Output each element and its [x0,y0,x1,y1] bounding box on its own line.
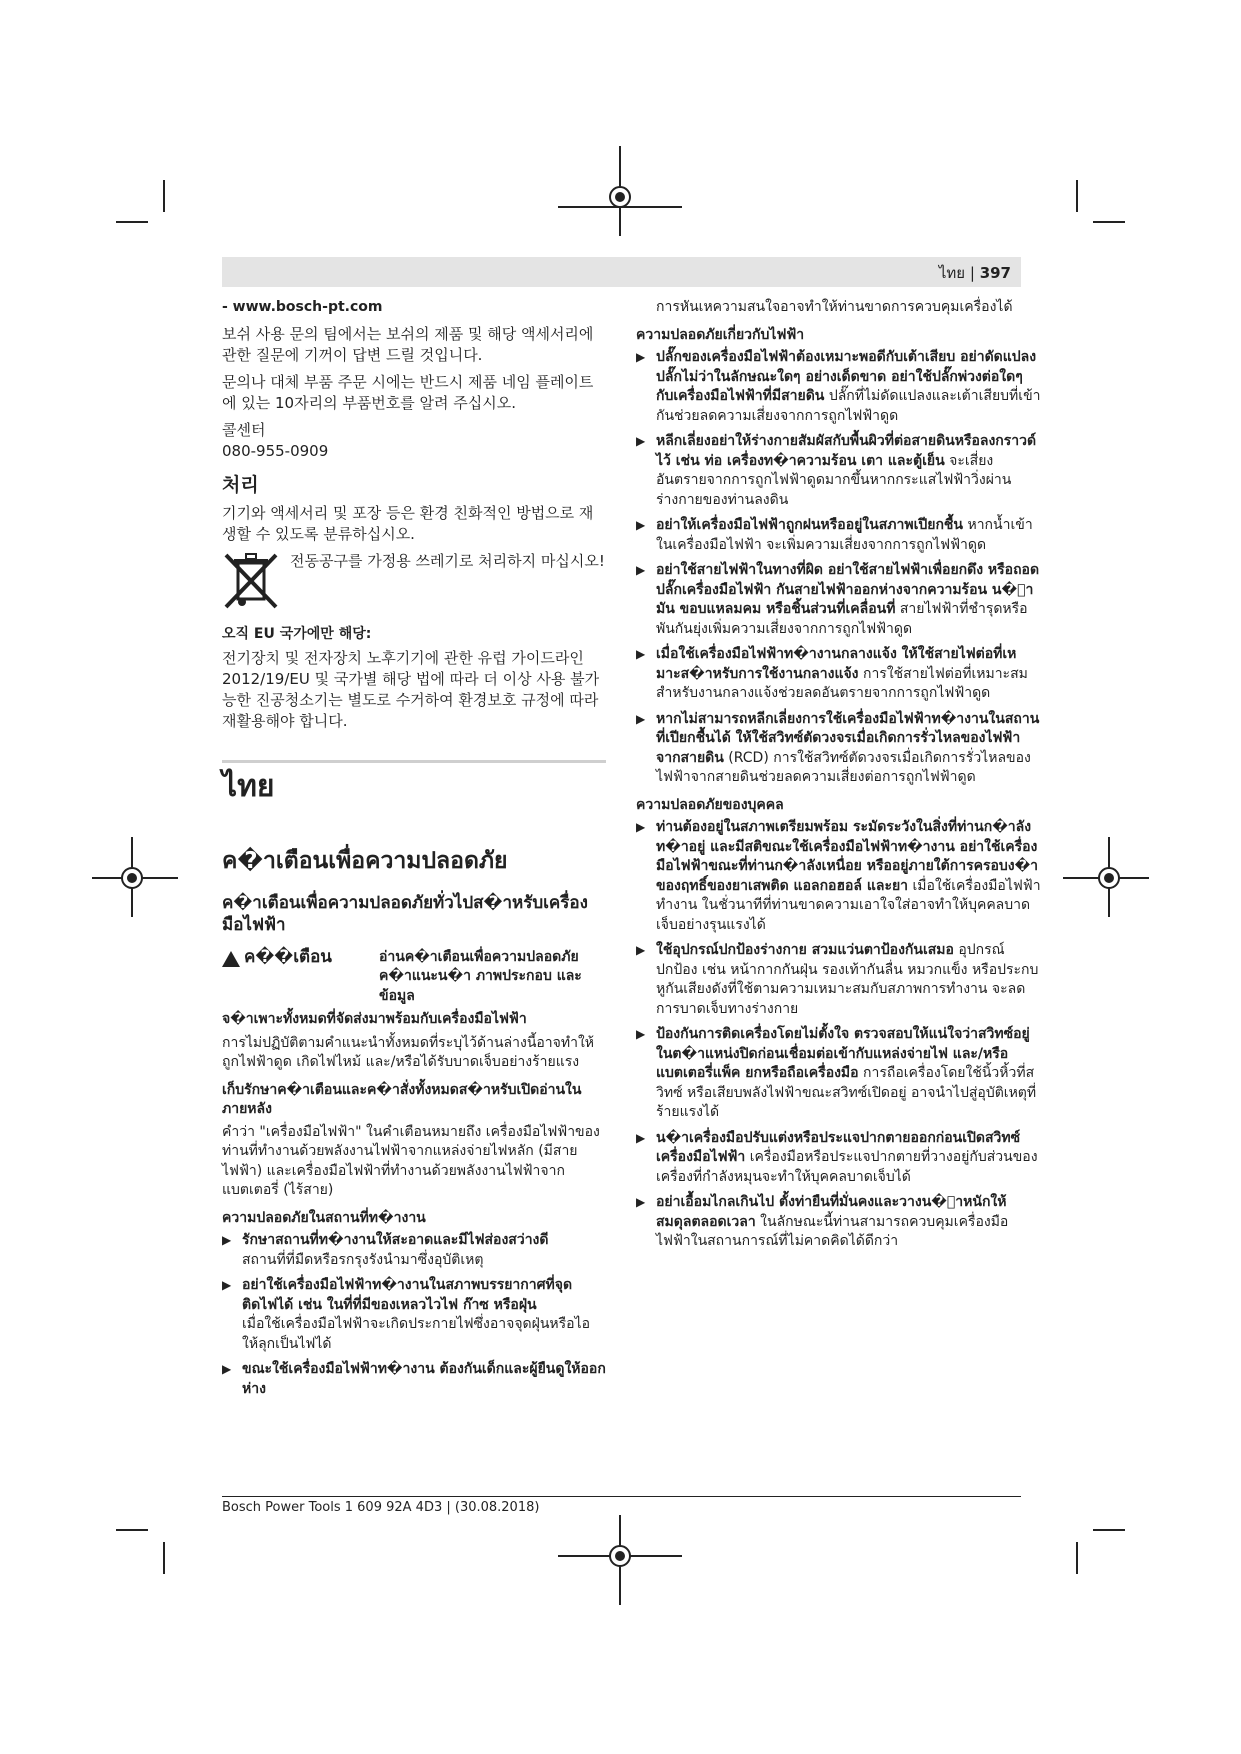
bullet-arrow-icon: ▶ [636,434,646,448]
left-column [222,298,606,1405]
registration-mark-icon [609,1545,631,1567]
crop-mark [116,221,148,223]
url-line: - www.bosch-pt.com [222,299,383,315]
electrical-safety-title: ความปลอดภัยเกี่ยวกับไฟฟ้า [636,326,805,343]
footer-rule [222,1496,1021,1497]
safety-title: ค�าเตือนเพื่อความปลอดภัย [222,848,508,874]
footer-text: Bosch Power Tools 1 609 92A 4D3 | (30.08.2018) [222,1500,540,1515]
section-divider [222,760,606,763]
registration-mark-icon [1098,867,1120,889]
list-item: ▶ ป้องกันการติดเครื่องโดยไม่ตั้งใจ ตรวจสอบให้แน่ใจว่าสวิทซ์อยู่ในต�าแหน่งปิดก่อนเชื่อมต่อเข้ากับแหล่งจ่ายไฟ และ/หรือแบตเตอรี่แพ็ค ยกหรือถือเครื่องมือ การถือเครื่องโดยใช้นิ้วหิ้วที่สวิทซ์ หรือเสียบพลังไฟฟ้าขณะสวิทซ์เปิดอยู่ อาจนำไปสู่อุบัติเหตุที่ร้ายแรงได้ [636,1025,1041,1123]
bullet-arrow-icon: ▶ [636,943,646,957]
list-item: ▶ ปลั๊กของเครื่องมือไฟฟ้าต้องเหมาะพอดีกับเต้าเสียบ อย่าดัดแปลงปลั๊กไม่ว่าในลักษณะใดๆ อย่างเด็ดขาด อย่าใช้ปลั๊กพ่วงต่อใดๆ กับเครื่องมือไฟฟ้าที่มีสายดิน ปลั๊กที่ไม่ดัดแปลงและเต้าเสียบที่เข้ากันช่วยลดความเสี่ยงจากการถูกไฟฟ้าดูด [636,348,1041,426]
list-item: ▶ เมื่อใช้เครื่องมือไฟฟ้าท�างานกลางแจ้ง ให้ใช้สายไฟต่อที่เหมาะส�าหรับการใช้งานกลางแจ้ง การใช้สายไฟต่อที่เหมาะสมสำหรับงานกลางแจ้งช่วยลดอันตรายจากการถูกไฟฟ้าดูด [636,645,1041,704]
kr-paragraph: 보쉬 사용 문의 팀에서는 보쉬의 제품 및 해당 액세서리에 관한 질문에 기꺼이 답변 드릴 것입니다. [222,324,594,364]
bullet-arrow-icon: ▶ [636,1027,646,1041]
list-item: ▶ น�าเครื่องมือปรับแต่งหรือประแจปากตายออกก่อนเปิดสวิทซ์เครื่องมือไฟฟ้า เครื่องมือหรือประแจปากตายที่วางอยู่กับส่วนของเครื่องที่กำลังหมุนจะทำให้บุคคลบาดเจ็บได้ [636,1129,1041,1188]
bullet-arrow-icon: ▶ [636,518,646,532]
bullet-arrow-icon: ▶ [636,820,646,834]
list-item: ▶ ท่านต้องอยู่ในสภาพเตรียมพร้อม ระมัดระวังในสิ่งที่ท่านก�าลังท�าอยู่ และมีสติขณะใช้เครื่องมือไฟฟ้าท�างาน อย่าใช้เครื่องมือไฟฟ้าขณะที่ท่านก�าลังเหนื่อย หรืออยู่ภายใต้การครอบง�าของฤทธิ์ของยาเสพติด แอลกอฮอล์ และยา เมื่อใช้เครื่องมือไฟฟ้าทำงาน ในชั่วนาทีที่ท่านขาดความเอาใจใส่อาจทำให้บุคคลบาดเจ็บอย่างรุนแรงได้ [636,818,1041,935]
header-band [222,257,1021,287]
eu-paragraph: 전기장치 및 전자장치 노후기기에 관한 유럽 가이드라인 2012/19/EU 및 국가별 해당 법에 따라 더 이상 사용 불가능한 진공청소기는 별도로 수거하여 환경보호 규정에 따라 재활용해야 합니다. [222,648,600,730]
eu-title: 오직 EU 국가에만 해당: [222,626,372,642]
bullet-arrow-icon: ▶ [222,1278,232,1292]
call-center-phone: 080-955-0909 [222,441,329,460]
crop-mark [163,1542,165,1574]
keep-title: เก็บรักษาค�าเตือนและค�าสั่งทั้งหมดส�าหรับเปิดอ่านในภายหลัง [222,1081,582,1117]
warning-text: อ่านค�าเตือนเพื่อความปลอดภัย ค�าแนะน�า ภาพประกอบ และข้อมูล [379,948,582,1004]
weee-notice [222,551,606,611]
continued-text: การหันเหความสนใจอาจทำให้ท่านขาดการควบคุมเครื่องได้ [656,299,1013,315]
warning-paragraph: การไม่ปฏิบัติตามคำแนะนำทั้งหมดที่ระบุไว้ด้านล่างนี้อาจทำให้ถูกไฟฟ้าดูด เกิดไฟไหม้ และ/หรือได้รับบาดเจ็บอย่างร้ายแรง [222,1034,595,1070]
bullet-arrow-icon: ▶ [222,1362,232,1376]
crop-mark [1093,221,1125,223]
keep-paragraph: คำว่า "เครื่องมือไฟฟ้า" ในคำเตือนหมายถึง เครื่องมือไฟฟ้าของท่านที่ทำงานด้วยพลังงานไฟฟ้าจากแหล่งจ่ายไฟหลัก (มีสายไฟฟ้า) และเครื่องมือไฟฟ้าที่ทำงานด้วยพลังงานไฟฟ้าจากแบตเตอรี่ (ไร้สาย) [222,1123,600,1198]
registration-mark-icon [609,186,631,208]
general-safety-title: ค�าเตือนเพื่อความปลอดภัยทั่วไปส�าหรับเครื่องมือไฟฟ้า [222,892,588,935]
page-number: 397 [979,264,1011,282]
warning-row [222,948,606,1007]
warning-text-cont: จ�าเพาะทั้งหมดที่จัดส่งมาพร้อมกับเครื่องมือไฟฟ้า [222,1011,527,1027]
warning-label: ค��เตือน [222,948,367,1007]
crop-mark [1076,180,1078,212]
bullet-arrow-icon: ▶ [636,711,646,726]
list-item: ▶ อย่าให้เครื่องมือไฟฟ้าถูกฝนหรืออยู่ในสภาพเปียกชื้น หากน้ำเข้าในเครื่องมือไฟฟ้า จะเพิ่มความเสี่ยงจากการถูกไฟฟ้าดูด [636,516,1041,555]
crossed-bin-icon [222,551,280,611]
crop-mark [1076,1542,1078,1574]
right-column [636,298,1041,1258]
list-item: ▶ หากไม่สามารถหลีกเลี่ยงการใช้เครื่องมือไฟฟ้าท�างานในสถานที่เปียกชื้นได้ ให้ใช้สวิทซ์ตัดวงจรเมื่อเกิดการรั่วไหลของไฟฟ้าจากสายดิน (RCD) การใช้สวิทซ์ตัดวงจรเมื่อเกิดการรั่วไหลของไฟฟ้าจากสายดินช่วยลดความเสี่ยงต่อการถูกไฟฟ้าดูด [636,710,1041,788]
kr-paragraph: 문의나 대체 부품 주문 시에는 반드시 제품 네임 플레이트에 있는 10자리의 부품번호를 알려 주십시오. [222,372,594,412]
header-language: ไทย [938,264,966,282]
bullet-arrow-icon: ▶ [636,350,646,364]
warning-triangle-icon [222,951,240,967]
registration-mark-icon [121,867,143,889]
thai-section-title: ไทย [222,768,275,804]
list-item: ▶ อย่าเอื้อมไกลเกินไป ตั้งท่ายืนที่มั่นคงและวางน�้าหนักให้สมดุลตลอดเวลา ในลักษณะนี้ท่านสามารถควบคุมเครื่องมือไฟฟ้าในสถานการณ์ที่ไม่คาดคิดได้ดีกว่า [636,1193,1041,1252]
list-item: ▶ รักษาสถานที่ท�างานให้สะอาดและมีไฟส่องสว่างดี สถานที่ที่มืดหรือรกรุงรังนำมาซึ่งอุบัติเหตุ [222,1231,606,1270]
bullet-arrow-icon: ▶ [636,647,646,661]
list-item: ▶ อย่าใช้เครื่องมือไฟฟ้าท�างานในสภาพบรรยากาศที่จุดติดไฟได้ เช่น ในที่ที่มีของเหลวไวไฟ ก๊าซ หรือฝุ่น เมื่อใช้เครื่องมือไฟฟ้าจะเกิดประกายไฟซึ่งอาจจุดฝุ่นหรือไอให้ลุกเป็นไฟได้ [222,1276,606,1354]
call-center-label: 콜센터 [222,420,266,439]
bullet-arrow-icon: ▶ [636,563,646,577]
list-item: ▶ หลีกเลี่ยงอย่าให้ร่างกายสัมผัสกับพื้นผิวที่ต่อสายดินหรือลงกราวด์ไว้ เช่น ท่อ เครื่องท�าความร้อน เตา และตู้เย็น จะเสี่ยงอันตรายจากการถูกไฟฟ้าดูดมากขึ้นหากกระแสไฟฟ้าวิ่งผ่านร่างกายของท่านลงดิน [636,432,1041,510]
crop-mark [116,1529,148,1531]
bullet-arrow-icon: ▶ [636,1130,646,1145]
page-header [939,261,1011,285]
disposal-paragraph: 기기와 액세서리 및 포장 등은 환경 친화적인 방법으로 재생할 수 있도록 분류하십시오. [222,504,594,543]
personal-safety-title: ความปลอดภัยของบุคคล [636,796,784,813]
list-item: ▶ ใช้อุปกรณ์ปกป้องร่างกาย สวมแว่นตาป้องกันเสมอ อุปกรณ์ปกป้อง เช่น หน้ากากกันฝุ่น รองเท้ากันลื่น หมวกแข็ง หรือประกบหูกันเสียงดังที่ใช้ตามความเหมาะสมกับสภาพการทำงาน จะลดการบาดเจ็บทางร่างกาย [636,941,1041,1019]
crop-mark [163,180,165,212]
crop-mark [1093,1529,1125,1531]
header-separator: | [969,264,975,282]
list-item: ▶ ขณะใช้เครื่องมือไฟฟ้าท�างาน ต้องกันเด็กและผู้ยืนดูให้ออกห่าง [222,1360,606,1399]
work-area-title: ความปลอดภัยในสถานที่ท�างาน [222,1209,426,1226]
weee-text: 전동공구를 가정용 쓰레기로 처리하지 마십시오! [290,552,605,570]
disposal-title: 처리 [222,473,259,496]
bullet-arrow-icon: ▶ [636,1195,646,1209]
bullet-arrow-icon: ▶ [222,1233,232,1247]
list-item: ▶ อย่าใช้สายไฟฟ้าในทางที่ผิด อย่าใช้สายไฟฟ้าเพื่อยกดึง หรือถอดปลั๊กเครื่องมือไฟฟ้า กันสายไฟฟ้าออกห่างจากความร้อน น�้ามัน ขอบแหลมคม หรือชิ้นส่วนที่เคลื่อนที่ สายไฟฟ้าที่ชำรุดหรือพันกันยุ่งเพิ่มความเสี่ยงจากการถูกไฟฟ้าดูด [636,561,1041,639]
